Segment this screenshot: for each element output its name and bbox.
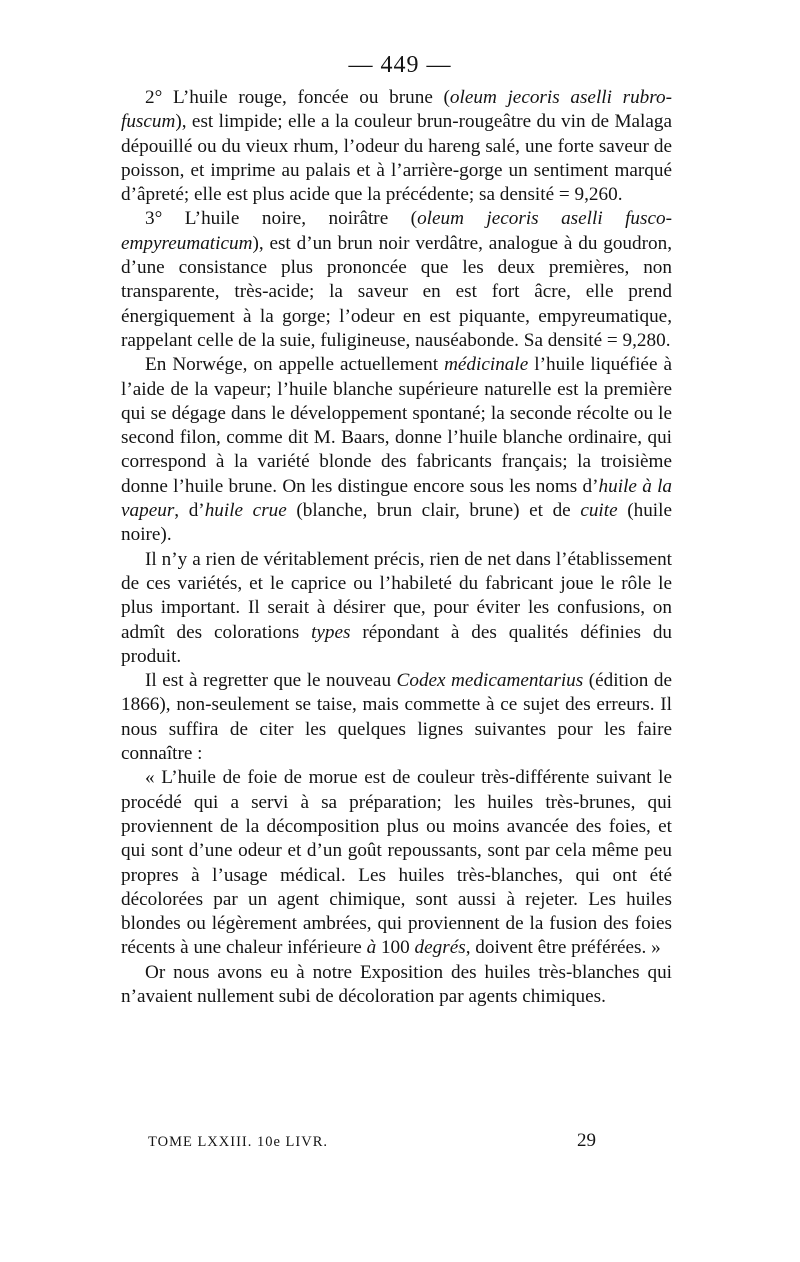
- paragraph: [121, 353, 672, 547]
- paragraph: [121, 207, 672, 353]
- italic-text: degrés: [414, 937, 466, 959]
- text-run: 3° L’huile noire, noirâtre (: [145, 208, 418, 230]
- text-run: Or nous avons eu à notre Exposition des huiles très-blanches qui n’avaient nullement subi de décoloration par agents chimiques.: [121, 961, 672, 1007]
- text-run: (blanche, brun clair, brune) et de: [286, 500, 581, 522]
- italic-text: oleum jecoris aselli rubro-fuscum: [121, 87, 673, 133]
- text-run: l’huile liquéfiée à l’aide de la vapeur; l’huile blanche supérieure naturelle est la première qui se dégage dans le développement spontané; la seconde récolte ou le second filon, comme dit M. Baars, donne l’huile blanche ordinaire, qui correspond à la variété blonde des fabricants français; la troisième donne l’huile brune. On les distingue encore sous les noms d’: [121, 354, 672, 497]
- text-run: , doivent être préférées. »: [465, 937, 661, 959]
- italic-text: huile à la vapeur: [121, 475, 672, 522]
- text-run: ), est limpide; elle a la couleur brun-rougeâtre du vin de Malaga dépouillé ou du vieux rhum, l’odeur du hareng salé, une forte saveur de poisson, et imprime au palais et à l’arrière-gorge un sentiment marqué d’âpreté; elle est plus acide que la précédente; sa densité = 9,260.: [121, 111, 672, 206]
- italic-text: cuite: [580, 500, 618, 522]
- text-run: ), est d’un brun noir verdâtre, analogue à du goudron, d’une consistance plus prononcée que les deux premières, non transparente, très-acide; la saveur en est fort âcre, elle prend énergiquement à la gorge; l’odeur en est piquante, empyreumatique, rappelant celle de la suie, fuligineuse, nauséabonde. Sa densité = 9,280.: [121, 232, 672, 351]
- text-run: (huile noire).: [121, 500, 672, 546]
- text-run: , d’: [174, 500, 205, 522]
- italic-text: à: [366, 937, 377, 959]
- text-run: Il n’y a rien de véritablement précis, rien de net dans l’établissement de ces variétés, et le caprice ou l’habileté du fabricant joue le rôle le plus important. Il serait à désirer que, pour éviter les confusions, on admît des colorations: [121, 548, 672, 643]
- text-run: répondant à des qualités définies du produit.: [121, 621, 673, 667]
- footer-volume-info: TOME LXXIII. 10e LIVR.: [148, 1134, 328, 1150]
- footer-signature-number: 29: [577, 1130, 596, 1151]
- text-run: 2° L’huile rouge, foncée ou brune (: [145, 87, 450, 108]
- paragraph: [121, 961, 672, 1010]
- italic-text: huile crue: [204, 500, 287, 522]
- paragraph: [121, 766, 672, 960]
- text-run: Il est à regretter que le nouveau: [145, 670, 397, 692]
- text-run: (édition de 1866), non-seulement se taise, mais commette à ce sujet des erreurs. Il nous suffira de citer les quelques lignes suivantes pour les faire connaître :: [121, 670, 672, 765]
- italic-text: oleum jecoris aselli fusco-empyreumaticum: [121, 208, 672, 254]
- italic-text: médicinale: [444, 354, 529, 376]
- paragraph: [121, 548, 672, 669]
- paragraph: [121, 86, 672, 207]
- italic-text: Codex medicamentarius: [396, 670, 584, 692]
- paragraph: [121, 669, 672, 766]
- text-run: « L’huile de foie de morue est de couleur très-différente suivant le procédé qui a servi à sa préparation; les huiles très-brunes, qui proviennent de la décomposition plus ou moins avancée des foies, et qui sont d’une odeur et d’un goût repoussants, sont par cela même peu propres à l’usage médical. Les huiles très-blanches, qui ont été décolorées par un agent chimique, sont aussi à rejeter. Les huiles blondes ou légèrement ambrées, qui proviennent de la fusion des foies récents à une chaleur inférieure: [121, 767, 672, 959]
- text-run: 100: [376, 937, 415, 959]
- body-text: [121, 86, 672, 1009]
- page-number-header: — 449 —: [348, 52, 452, 78]
- italic-text: types: [311, 621, 351, 643]
- text-run: En Norwége, on appelle actuellement: [145, 354, 445, 376]
